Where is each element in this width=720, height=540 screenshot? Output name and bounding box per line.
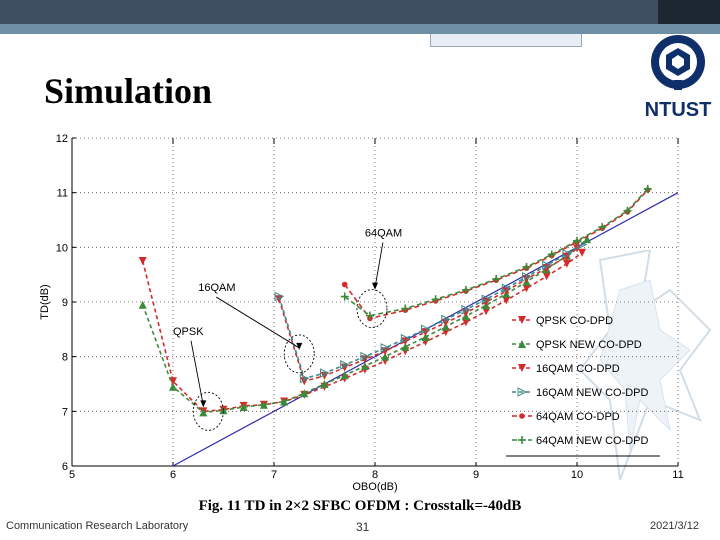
legend-swatch-marker — [518, 436, 526, 444]
series-point — [578, 249, 586, 257]
legend-entry — [512, 387, 649, 399]
ntust-logo — [640, 32, 716, 122]
chart-axes — [56, 133, 684, 481]
x-axis-label: OBO(dB) — [352, 481, 398, 493]
footer-page-number: 31 — [356, 520, 370, 534]
series-point — [139, 301, 147, 309]
y-tick-label: 8 — [61, 351, 68, 364]
series-4 — [275, 241, 586, 383]
legend-label: 64QAM CO-DPD — [536, 411, 620, 423]
legend-entry — [512, 339, 642, 351]
annotation-arrow-head — [200, 400, 206, 407]
series-1 — [139, 249, 586, 416]
x-tick-label: 10 — [570, 469, 584, 481]
y-tick-label: 10 — [55, 242, 68, 255]
series-point — [342, 282, 348, 288]
footer-lab-name: Communication Research Laboratory — [6, 520, 189, 532]
y-tick-label: 7 — [61, 406, 68, 419]
legend-label: QPSK NEW CO-DPD — [536, 339, 642, 351]
legend-entry — [512, 363, 620, 375]
slide-top-bar-dark-segment — [658, 0, 720, 24]
y-tick-label: 9 — [61, 297, 68, 309]
footer-date: 2021/3/12 — [650, 520, 699, 532]
annotation-label: 64QAM — [364, 227, 403, 240]
annotation-label: 16QAM — [198, 282, 236, 295]
series-point — [139, 257, 147, 265]
legend-label: QPSK CO-DPD — [536, 315, 614, 327]
series-point — [563, 260, 571, 268]
legend-entry — [512, 411, 620, 423]
series-5 — [342, 187, 651, 321]
x-tick-label: 5 — [68, 469, 76, 481]
x-tick-label: 8 — [371, 469, 379, 481]
x-tick-label: 9 — [472, 469, 480, 481]
logo-text: NTUST — [644, 99, 712, 121]
legend-label: 16QAM CO-DPD — [536, 363, 620, 375]
slide-top-bar — [0, 0, 720, 24]
td-vs-obo-chart — [0, 120, 720, 500]
legend-entry — [512, 315, 613, 327]
y-tick-label: 12 — [55, 133, 68, 145]
slide-top-bar-accent — [0, 24, 720, 34]
series-point — [548, 250, 556, 258]
legend-swatch-marker — [519, 413, 525, 419]
legend-label: 16QAM NEW CO-DPD — [536, 387, 649, 399]
slide-title: Simulation — [44, 71, 213, 111]
x-tick-label: 6 — [169, 469, 177, 481]
series-line — [279, 245, 582, 379]
annotation-arrow-head — [372, 283, 378, 290]
legend-entry — [512, 435, 649, 447]
x-tick-label: 11 — [672, 469, 684, 481]
y-axis-label: TD(dB) — [39, 284, 51, 320]
logo-emblem — [651, 35, 705, 90]
annotation-arrow-line — [191, 341, 203, 406]
y-tick-label: 6 — [61, 461, 68, 473]
chart-series-layer — [139, 185, 652, 417]
series-line — [143, 253, 582, 412]
figure-caption: Fig. 11 TD in 2×2 SFBC OFDM : Crosstalk=-40dB — [198, 498, 522, 514]
annotation-arrow-line — [375, 242, 383, 287]
annotation-label: QPSK — [173, 325, 204, 338]
chart-legend — [506, 315, 660, 456]
series-point — [543, 272, 551, 280]
slide-tab-strip — [430, 34, 582, 47]
legend-label: 64QAM NEW CO-DPD — [536, 435, 649, 447]
x-tick-label: 7 — [270, 469, 278, 481]
y-tick-label: 11 — [56, 187, 68, 200]
series-line — [279, 248, 577, 381]
